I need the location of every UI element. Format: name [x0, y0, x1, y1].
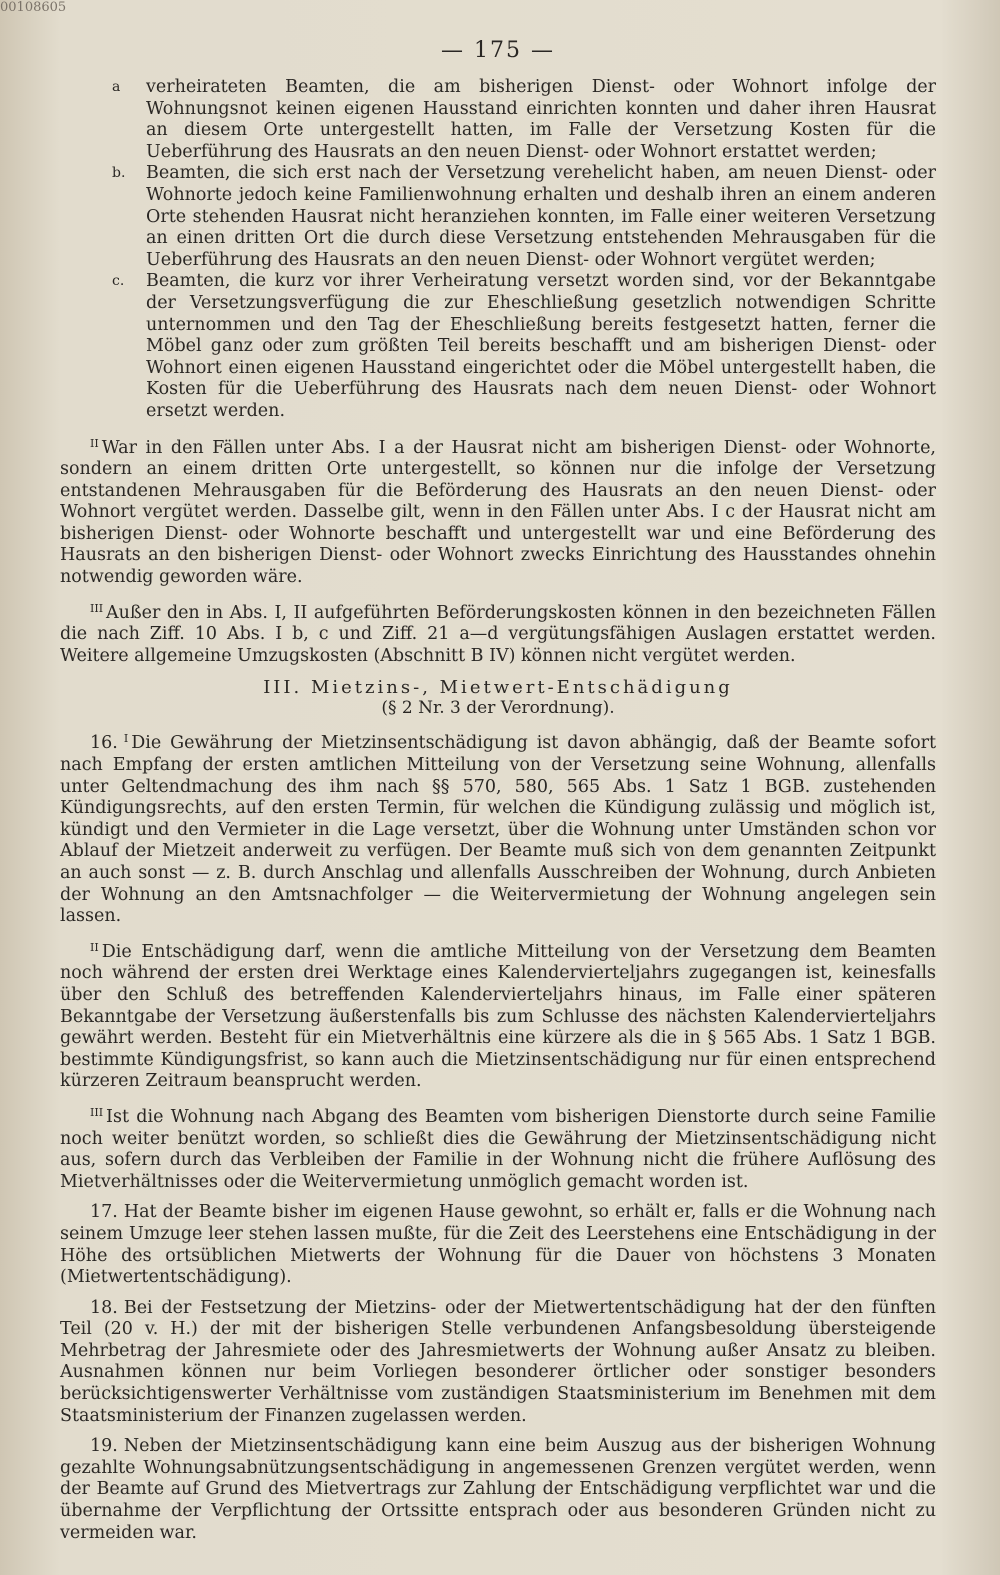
list-item-text: verheirateten Beamten, die am bisherigen Dienst- oder Wohnort infolge der Wohnungsnot keinen eigenen Hausstand einrichten konnten und daher ihren Hausrat an diesem Orte untergestellt hatten, im Falle der Versetzung Kosten für die Ueberführung des Hausrats an den neuen Dienst- oder Wohnort erstattet werden;	[146, 77, 936, 162]
archive-number: 00108605	[0, 0, 67, 15]
paragraph-text: War in den Fällen unter Abs. I a der Hausrat nicht am bisherigen Dienst- oder Wohnorte, sondern an einem dritten Orte untergestellt, so können nur die infolge der Versetzung entstandenen Mehrausgaben für die Beförderung des Hausrats an den neuen Dienst- oder Wohnort vergütet werden. Dasselbe gilt, wenn in den Fällen unter Abs. I c der Hausrat nicht am bisherigen Dienst- oder Wohnorte beschafft und untergestellt war und eine Beförderung des Hausrats an den bisherigen Dienst- oder Wohnort zwecks Einrichtung des Hausstandes ohnehin notwendig geworden wäre.	[60, 437, 936, 588]
paragraph-numeral: II	[90, 940, 99, 954]
list-marker: b.	[112, 165, 126, 182]
paragraph	[60, 937, 936, 1093]
paragraph-numeral: I	[123, 732, 129, 746]
paragraph	[60, 1102, 936, 1193]
paragraph-text: Hat der Beamte bisher im eigenen Hause gewohnt, so erhält er, falls er die Wohnung nach seinem Umzuge leer stehen lassen mußte, für die Zeit des Leerstehens eine Entschädigung in der Höhe des ortsüblichen Mietwerts der Wohnung für die Dauer von höchstens 3 Monaten (Mietwertentschädigung).	[60, 1202, 936, 1288]
list-item-text: Beamten, die kurz vor ihrer Verheiratung versetzt worden sind, vor der Bekanntgabe der Versetzungsverfügung die zur Eheschließung gesetzlich notwendigen Schritte unternommen und den Tag der Eheschließung bereits festgesetzt hatten, ferner die Möbel ganz oder zum größten Teil bereits beschafft und am bisherigen Dienst- oder Wohnort einen eigenen Hausstand eingerichtet oder die Möbel untergestellt haben, die Kosten für die Ueberführung des Hausrats nach dem neuen Dienst- oder Wohnort ersetzt werden.	[146, 271, 936, 421]
list-marker: a	[112, 79, 121, 95]
paragraph	[60, 728, 936, 927]
paragraph	[60, 1436, 936, 1544]
paragraph-text: Die Entschädigung darf, wenn die amtliche Mitteilung von der Versetzung dem Beamten noch während der ersten drei Werktage eines Kalendervierteljahrs zugegangen ist, keinesfalls über den Schluß des betreffenden Kalendervierteljahrs hinaus, im Falle einer späteren Bekanntgabe der Versetzung äußerstenfalls bis zum Schlusse des nächsten Kalendervierteljahrs gewährt werden. Besteht für ein Mietverhältnis eine kürzere als die in § 565 Abs. 1 Satz 1 BGB. bestimmte Kündigungsfrist, so kann auch die Mietzinsentschädigung nur für einen entsprechend kürzeren Zeitraum beansprucht werden.	[60, 941, 936, 1092]
paragraph	[60, 1202, 936, 1288]
paragraph-number: 19.	[90, 1436, 118, 1457]
paragraph-text: Außer den in Abs. I, II aufgeführten Beförderungskosten können in den bezeichneten Fällen die nach Ziff. 10 Abs. I b, c und Ziff. 21 a—d vergütungsfähigen Auslagen erstattet werden. Weitere allgemeine Umzugskosten (Abschnitt B IV) können nicht vergütet werden.	[60, 602, 936, 666]
paragraph	[60, 598, 936, 668]
paragraph-number: 18.	[90, 1297, 118, 1318]
paragraph-numeral: III	[90, 1105, 104, 1119]
paragraph-number: 16.	[90, 733, 118, 754]
paragraph	[60, 1298, 936, 1428]
page-number: — 175 —	[441, 38, 555, 63]
list-item-text: Beamten, die sich erst nach der Versetzung verehelicht haben, am neuen Dienst- oder Wohnorte jedoch keine Familienwohnung erhalten und deshalb ihren an einem anderen Orte stehenden Hausrat nicht heranziehen konnten, im Falle einer weiteren Versetzung an einen dritten Ort die durch diese Versetzung entstehenden Mehrausgaben für die Ueberführung des Hausrats an den neuen Dienst- oder Wohnort vergütet werden;	[146, 163, 936, 270]
list-marker: c.	[112, 273, 125, 290]
paragraph-text: Die Gewährung der Mietzinsentschädigung ist davon abhängig, daß der Beamte sofort nach Empfang der ersten amtlichen Mitteilung von der Versetzung seine Wohnung, allenfalls unter Geltendmachung des ihm nach §§ 570, 580, 565 Abs. 1 Satz 1 BGB. zustehenden Kündigungsrechts, auf den ersten Termin, für welchen die Kündigung zulässig und möglich ist, kündigt und den Vermieter in die Lage versetzt, über die Wohnung unter Umständen schon vor Ablauf der Mietzeit anderweit zu verfügen. Der Beamte muß sich von dem genannten Zeitpunkt an auch sonst — z. B. durch Anschlag und allenfalls Ausschreiben der Wohnung, durch Anbieten der Wohnung an den Amtsnachfolger — die Weitervermietung der Wohnung angelegen sein lassen.	[60, 733, 936, 927]
paragraph	[60, 433, 936, 589]
section-subheading: (§ 2 Nr. 3 der Verordnung).	[381, 698, 615, 719]
paragraph-numeral: III	[90, 601, 104, 615]
list-item	[60, 163, 936, 271]
paragraph-text: Bei der Festsetzung der Mietzins- oder der Mietwertentschädigung hat der den fünften Teil (20 v. H.) der mit der bisherigen Stelle verbundenen Anfangsbesoldung übersteigende Mehrbetrag der Jahresmiete oder des Jahresmietwerts der Wohnung außer Ansatz zu bleiben. Ausnahmen können nur beim Vorliegen besonderer örtlicher oder sonstiger besonders berücksichtigenswerter Verhältnisse vom zuständigen Staatsministerium im Benehmen mit dem Staatsministerium der Finanzen zugelassen werden.	[60, 1297, 936, 1426]
list-item	[60, 77, 936, 163]
enumerated-list	[60, 77, 936, 423]
paragraph-number: 17.	[90, 1202, 118, 1223]
paragraph-text: Ist die Wohnung nach Abgang des Beamten vom bisherigen Dienstorte durch seine Familie noch weiter benützt worden, so schließt dies die Gewährung der Mietzinsentschädigung nicht aus, sofern durch das Verbleiben der Familie in der Wohnung nicht die frühere Auflösung des Mietverhältnisses oder die Weitervermietung unmöglich gemacht worden ist.	[60, 1106, 936, 1192]
section-heading: III. Mietzins-, Mietwert-Entschädigung	[263, 677, 733, 699]
list-item	[60, 271, 936, 422]
paragraph-numeral: II	[90, 436, 99, 450]
paragraph-text: Neben der Mietzinsentschädigung kann eine beim Auszug aus der bisherigen Wohnung gezahlte Wohnungsabnützungsentschädigung in angemessenen Grenzen vergütet werden, wenn der Beamte auf Grund des Mietvertrags zur Zahlung der Entschädigung verpflichtet war und die übernahme der Verpflichtung der Ortssitte entsprach oder aus besonderen Gründen nicht zu vermeiden war.	[60, 1436, 936, 1543]
